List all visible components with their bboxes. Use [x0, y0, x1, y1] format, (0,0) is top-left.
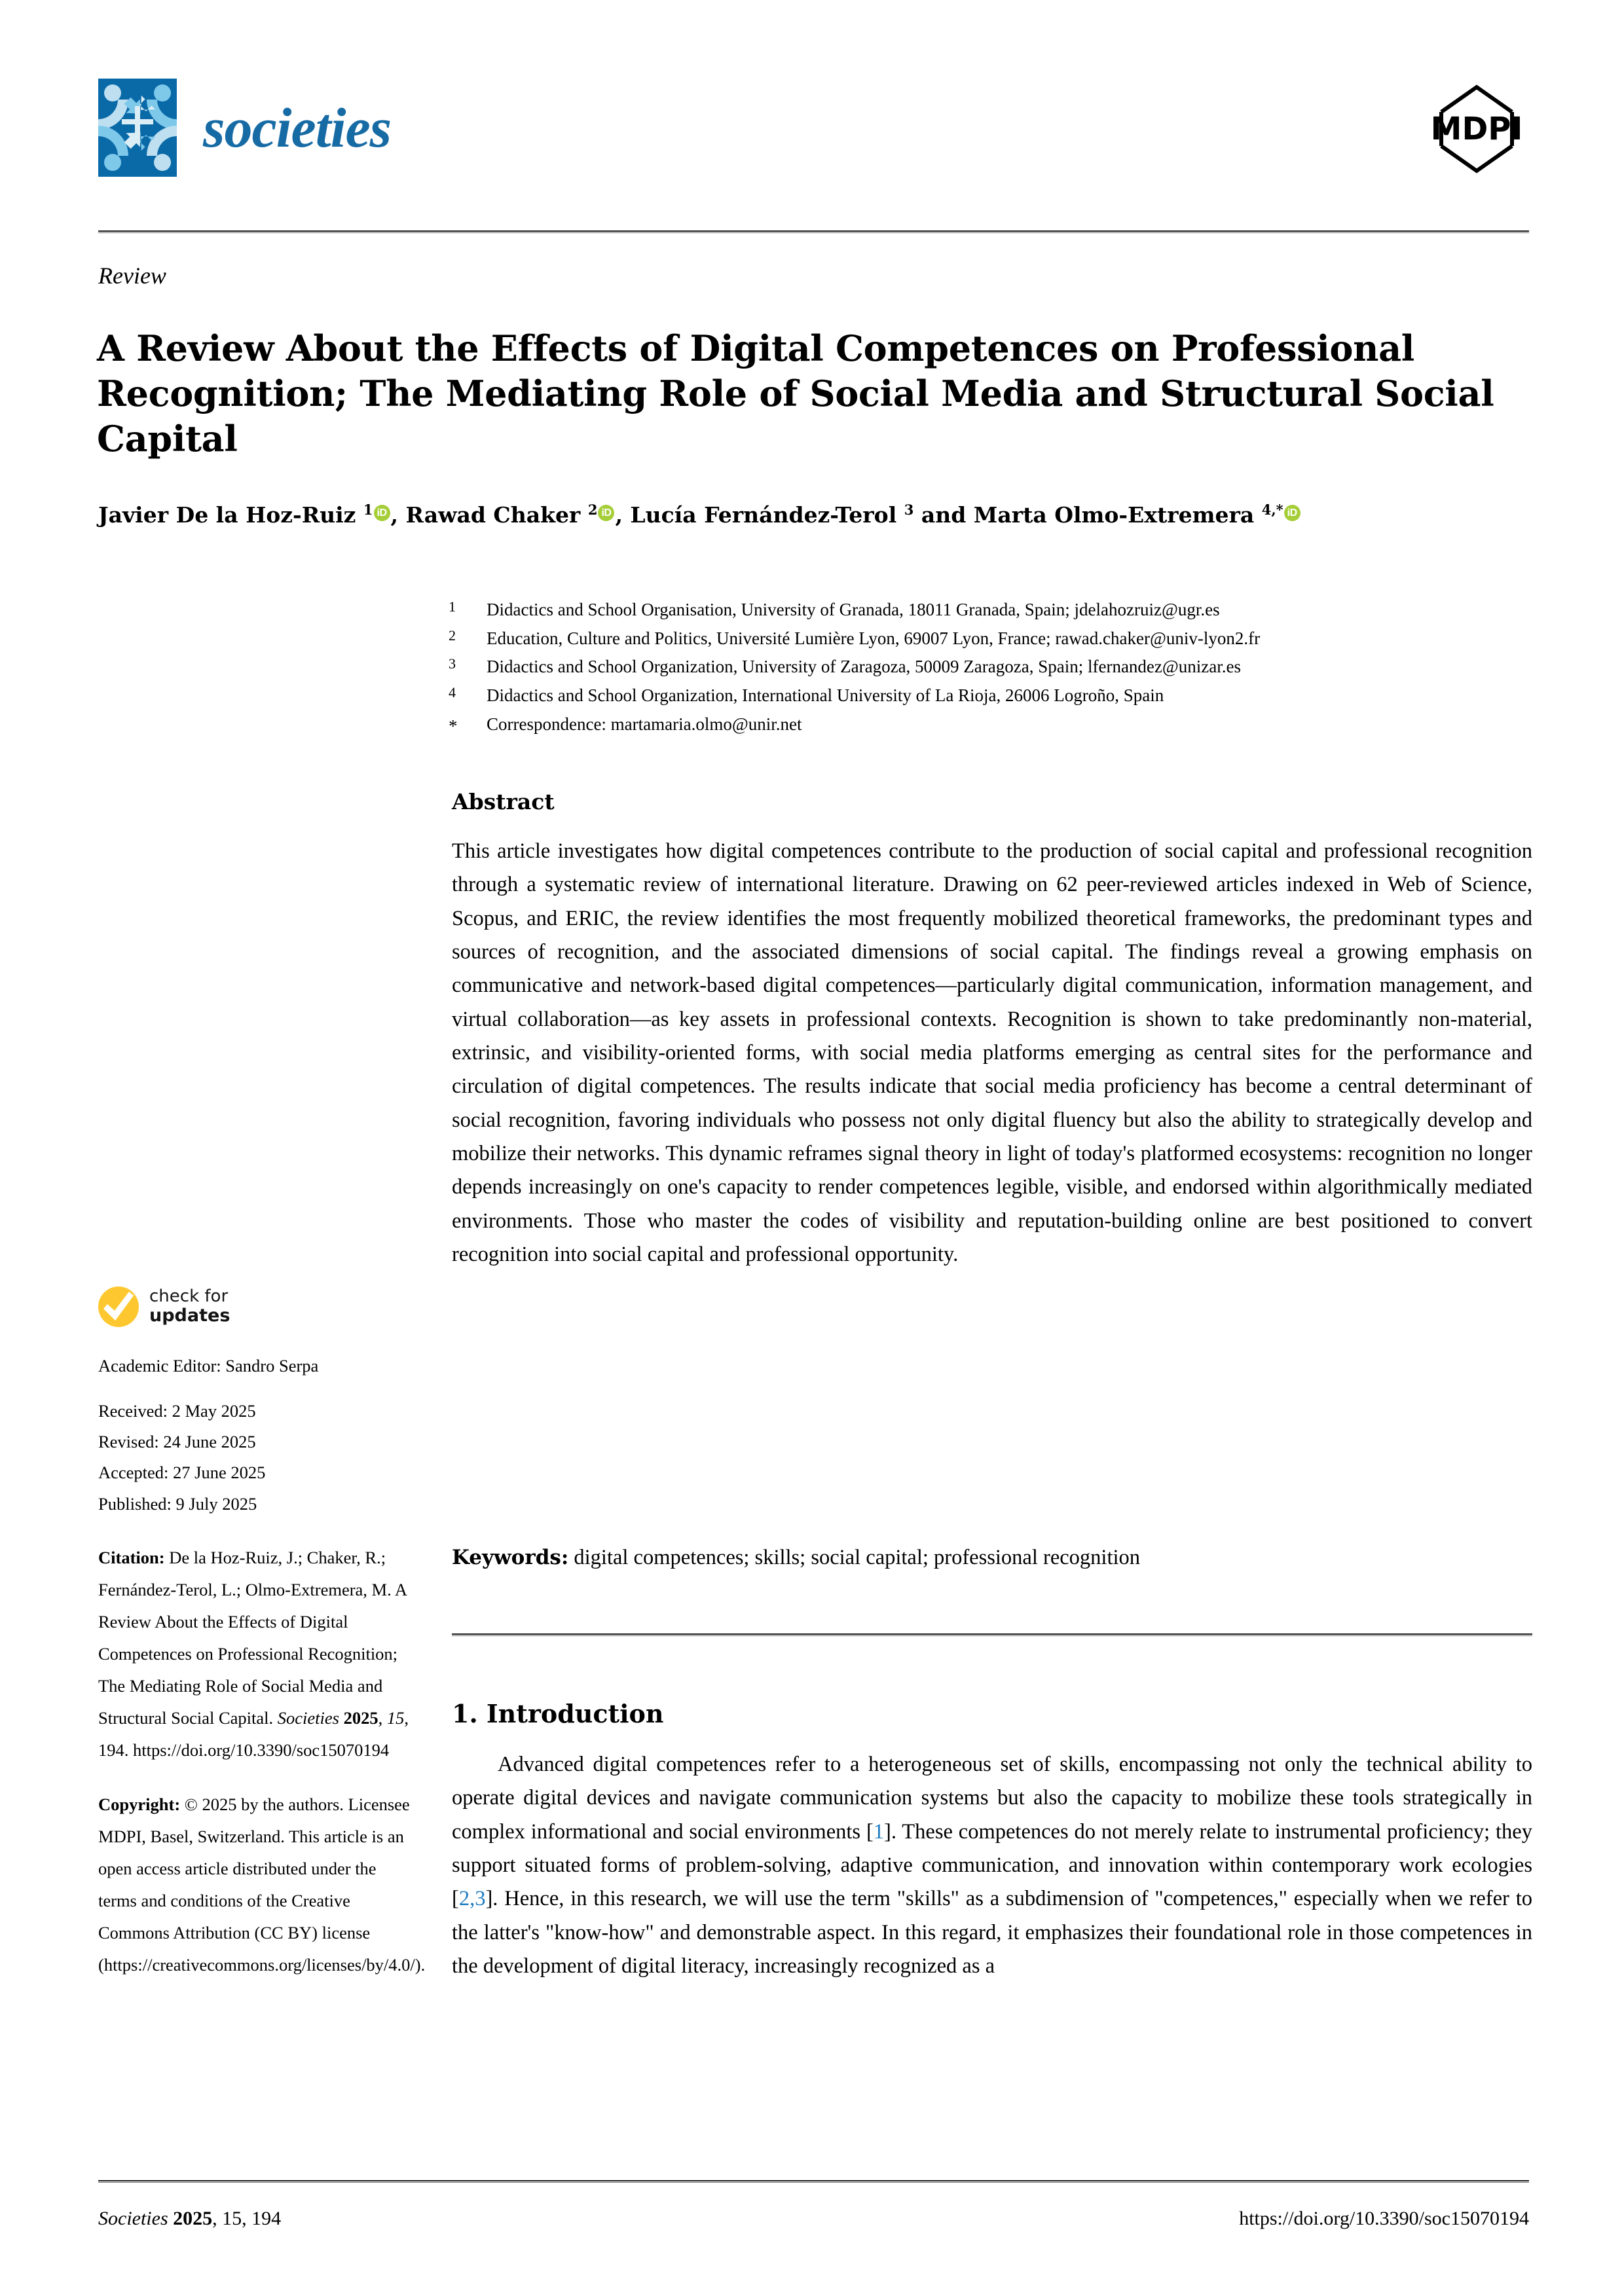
author-name: Marta Olmo-Extremera [973, 502, 1262, 528]
affiliation-text: Didactics and School Organization, University of Zaragoza, 50009 Zaragoza, Spain; lfernandez@unizar.es [487, 657, 1241, 677]
affiliation-row [449, 710, 1536, 739]
page-header [98, 72, 1529, 200]
author-affiliation-marker: 2 [587, 501, 598, 518]
affiliation-text: Didactics and School Organisation, University of Granada, 18011 Granada, Spain; jdelahozruiz@ugr.es [487, 600, 1220, 619]
footer-issue: , 15, 194 [212, 2208, 282, 2229]
abstract-divider [452, 1633, 1532, 1636]
copyright-text: © 2025 by the authors. Licensee MDPI, Basel, Switzerland. This article is an open access article distributed under the terms and conditions of the Creative Commons Attribution (CC BY) license (https://creativecommons.org/licenses/by/4.0/). [98, 1794, 426, 1975]
affiliation-text: Correspondence: martamaria.olmo@unir.net [487, 714, 802, 734]
introduction-paragraph [452, 1748, 1532, 1983]
affiliation-marker: * [449, 716, 458, 736]
intro-text-part-1: Advanced digital competences refer to a heterogeneous set of skills, encompassing not only the technical ability to operate digital devices and navigate communication systems but also the capacity to mobilize these tools strategically in complex informational and social environments [ [452, 1753, 1532, 1844]
citation-label: Citation: [98, 1547, 165, 1567]
affiliation-row [449, 653, 1536, 682]
affiliation-list [449, 596, 1536, 739]
orcid-icon[interactable]: iD [598, 505, 614, 521]
intro-text-part-2: ]. These competences do not merely relate to instrumental proficiency; they support situated forms of problem-solving, adaptive communication, and innovation within contemporary work ecologies [ [452, 1819, 1532, 1911]
abstract-text: This article investigates how digital competences contribute to the production of social capital and professional recognition through a systematic review of international literature. Drawing on 62 peer-reviewed articles indexed in Web of Science, Scopus, and ERIC, the review identifies the most frequently mobilized theoretical frameworks, the predominant types and sources of recognition, and the associated dimensions of social capital. The findings reveal a growing emphasis on communicative and network-based digital competences—particularly digital communication, information management, and virtual collaboration—as key assets in professional contexts. Recognition is shown to take predominantly non-material, extrinsic, and visibility-oriented forms, with social media platforms emerging as central sites for the performance and circulation of digital competences. The results indicate that social media proficiency has become a central determinant of social recognition, favoring individuals who possess not only digital fluency but also the ability to strategically develop and mobilize their networks. This dynamic reframes signal theory in light of today's platformed ecosystems: recognition no longer depends increasingly on one's capacity to render competences legible, visible, and endorsed within algorithmically mediated environments. Those who master the codes of visibility and reputation-building online are best positioned to convert recognition into social capital and professional opportunity. [452, 839, 1532, 1267]
author-affiliation-marker: 1 [363, 501, 373, 518]
footer-citation [98, 2208, 281, 2230]
intro-text-part-3: ]. Hence, in this research, we will use the term "skills" as a subdimension of "competences," especially when we refer to the latter's "know-how" and demonstrable aspect. In this regard, it emphasizes their foundational role in those competences in the development of digital literacy, increasingly recognized as a [452, 1887, 1532, 1978]
keywords-text: digital competences; skills; social capital; professional recognition [568, 1546, 1141, 1569]
journal-branding [98, 79, 391, 177]
section-heading-introduction: 1. Introduction [452, 1699, 664, 1728]
svg-text:MDPI: MDPI [1430, 111, 1523, 147]
orcid-icon[interactable]: iD [1284, 505, 1301, 521]
author-name: Lucía Fernández-Terol [630, 502, 904, 528]
citation-text-1: De la Hoz-Ruiz, J.; Chaker, R.; Fernández-Terol, L.; Olmo-Extremera, M. A Review About the Effects of Digital Competences on Professional Recognition; The Mediating Role of Social Media and Structural Social Capital. [98, 1547, 407, 1728]
cfu-line-2: updates [149, 1305, 231, 1326]
sidebar-metadata [98, 1286, 426, 1981]
footer-divider [98, 2180, 1529, 2183]
citation-text-3[interactable]: , 194. https://doi.org/10.3390/soc15070194 [98, 1707, 409, 1760]
affiliation-text: Didactics and School Organization, International University of La Rioja, 26006 Logroño, Spain [487, 685, 1164, 706]
footer-doi-link[interactable]: https://doi.org/10.3390/soc15070194 [1239, 2208, 1529, 2229]
citation-year: 2025 [339, 1707, 378, 1728]
citation-volume: 15 [386, 1707, 405, 1728]
affiliation-marker: 4 [449, 684, 456, 701]
citation-ref-1[interactable]: 1 [873, 1819, 885, 1844]
publication-date: Accepted: 27 June 2025 [98, 1463, 266, 1483]
article-type-label: Review [98, 263, 166, 289]
cfu-line-1: check for [149, 1286, 229, 1307]
academic-editor: Academic Editor: Sandro Serpa [98, 1356, 319, 1376]
author-list [98, 501, 1532, 530]
affiliation-marker: 1 [449, 598, 456, 615]
author-separator: , [615, 502, 631, 528]
date-list [98, 1396, 419, 1520]
citation-journal: Societies [277, 1707, 339, 1728]
footer-year: 2025 [168, 2208, 213, 2229]
affiliation-row [449, 625, 1536, 653]
societies-logo-icon [98, 79, 177, 177]
check-for-updates-badge[interactable] [98, 1286, 419, 1327]
author-separator: and [913, 502, 974, 528]
keywords-label: Keywords: [452, 1546, 569, 1569]
affiliation-marker: 2 [449, 627, 456, 644]
orcid-icon[interactable]: iD [374, 505, 390, 521]
abstract-heading: Abstract [452, 789, 555, 814]
publication-date: Revised: 24 June 2025 [98, 1432, 256, 1452]
author-separator: , [390, 502, 406, 528]
footer-journal: Societies [98, 2208, 168, 2229]
journal-title: societies [203, 96, 392, 159]
copyright-label: Copyright: [98, 1794, 181, 1814]
publication-date: Received: 2 May 2025 [98, 1401, 256, 1421]
affiliation-row [449, 596, 1536, 625]
publication-date: Published: 9 July 2025 [98, 1493, 257, 1514]
check-for-updates-label [149, 1287, 230, 1326]
copyright-block [98, 1789, 426, 1981]
author-name: Javier De la Hoz-Ruiz [98, 502, 363, 528]
citation-text-2: , [378, 1707, 387, 1728]
affiliation-marker: 3 [449, 655, 456, 672]
author-affiliation-marker: 3 [904, 501, 914, 518]
citation-block [98, 1542, 419, 1766]
check-mark-icon [98, 1286, 139, 1327]
affiliation-text: Education, Culture and Politics, Université Lumière Lyon, 69007 Lyon, France; rawad.chaker@univ-lyon2.fr [487, 628, 1261, 648]
author-name: Rawad Chaker [405, 502, 588, 528]
mdpi-logo-icon [1424, 75, 1529, 180]
header-divider [98, 230, 1529, 233]
keywords [452, 1542, 1532, 1574]
affiliation-row [449, 682, 1536, 710]
author-affiliation-marker: 4,* [1261, 501, 1283, 518]
citation-ref-2[interactable]: 2,3 [458, 1887, 486, 1911]
page-title: A Review About the Effects of Digital Competences on Professional Recognition; The Mediating Role of Social Media and Structural Social Capital [97, 327, 1494, 460]
